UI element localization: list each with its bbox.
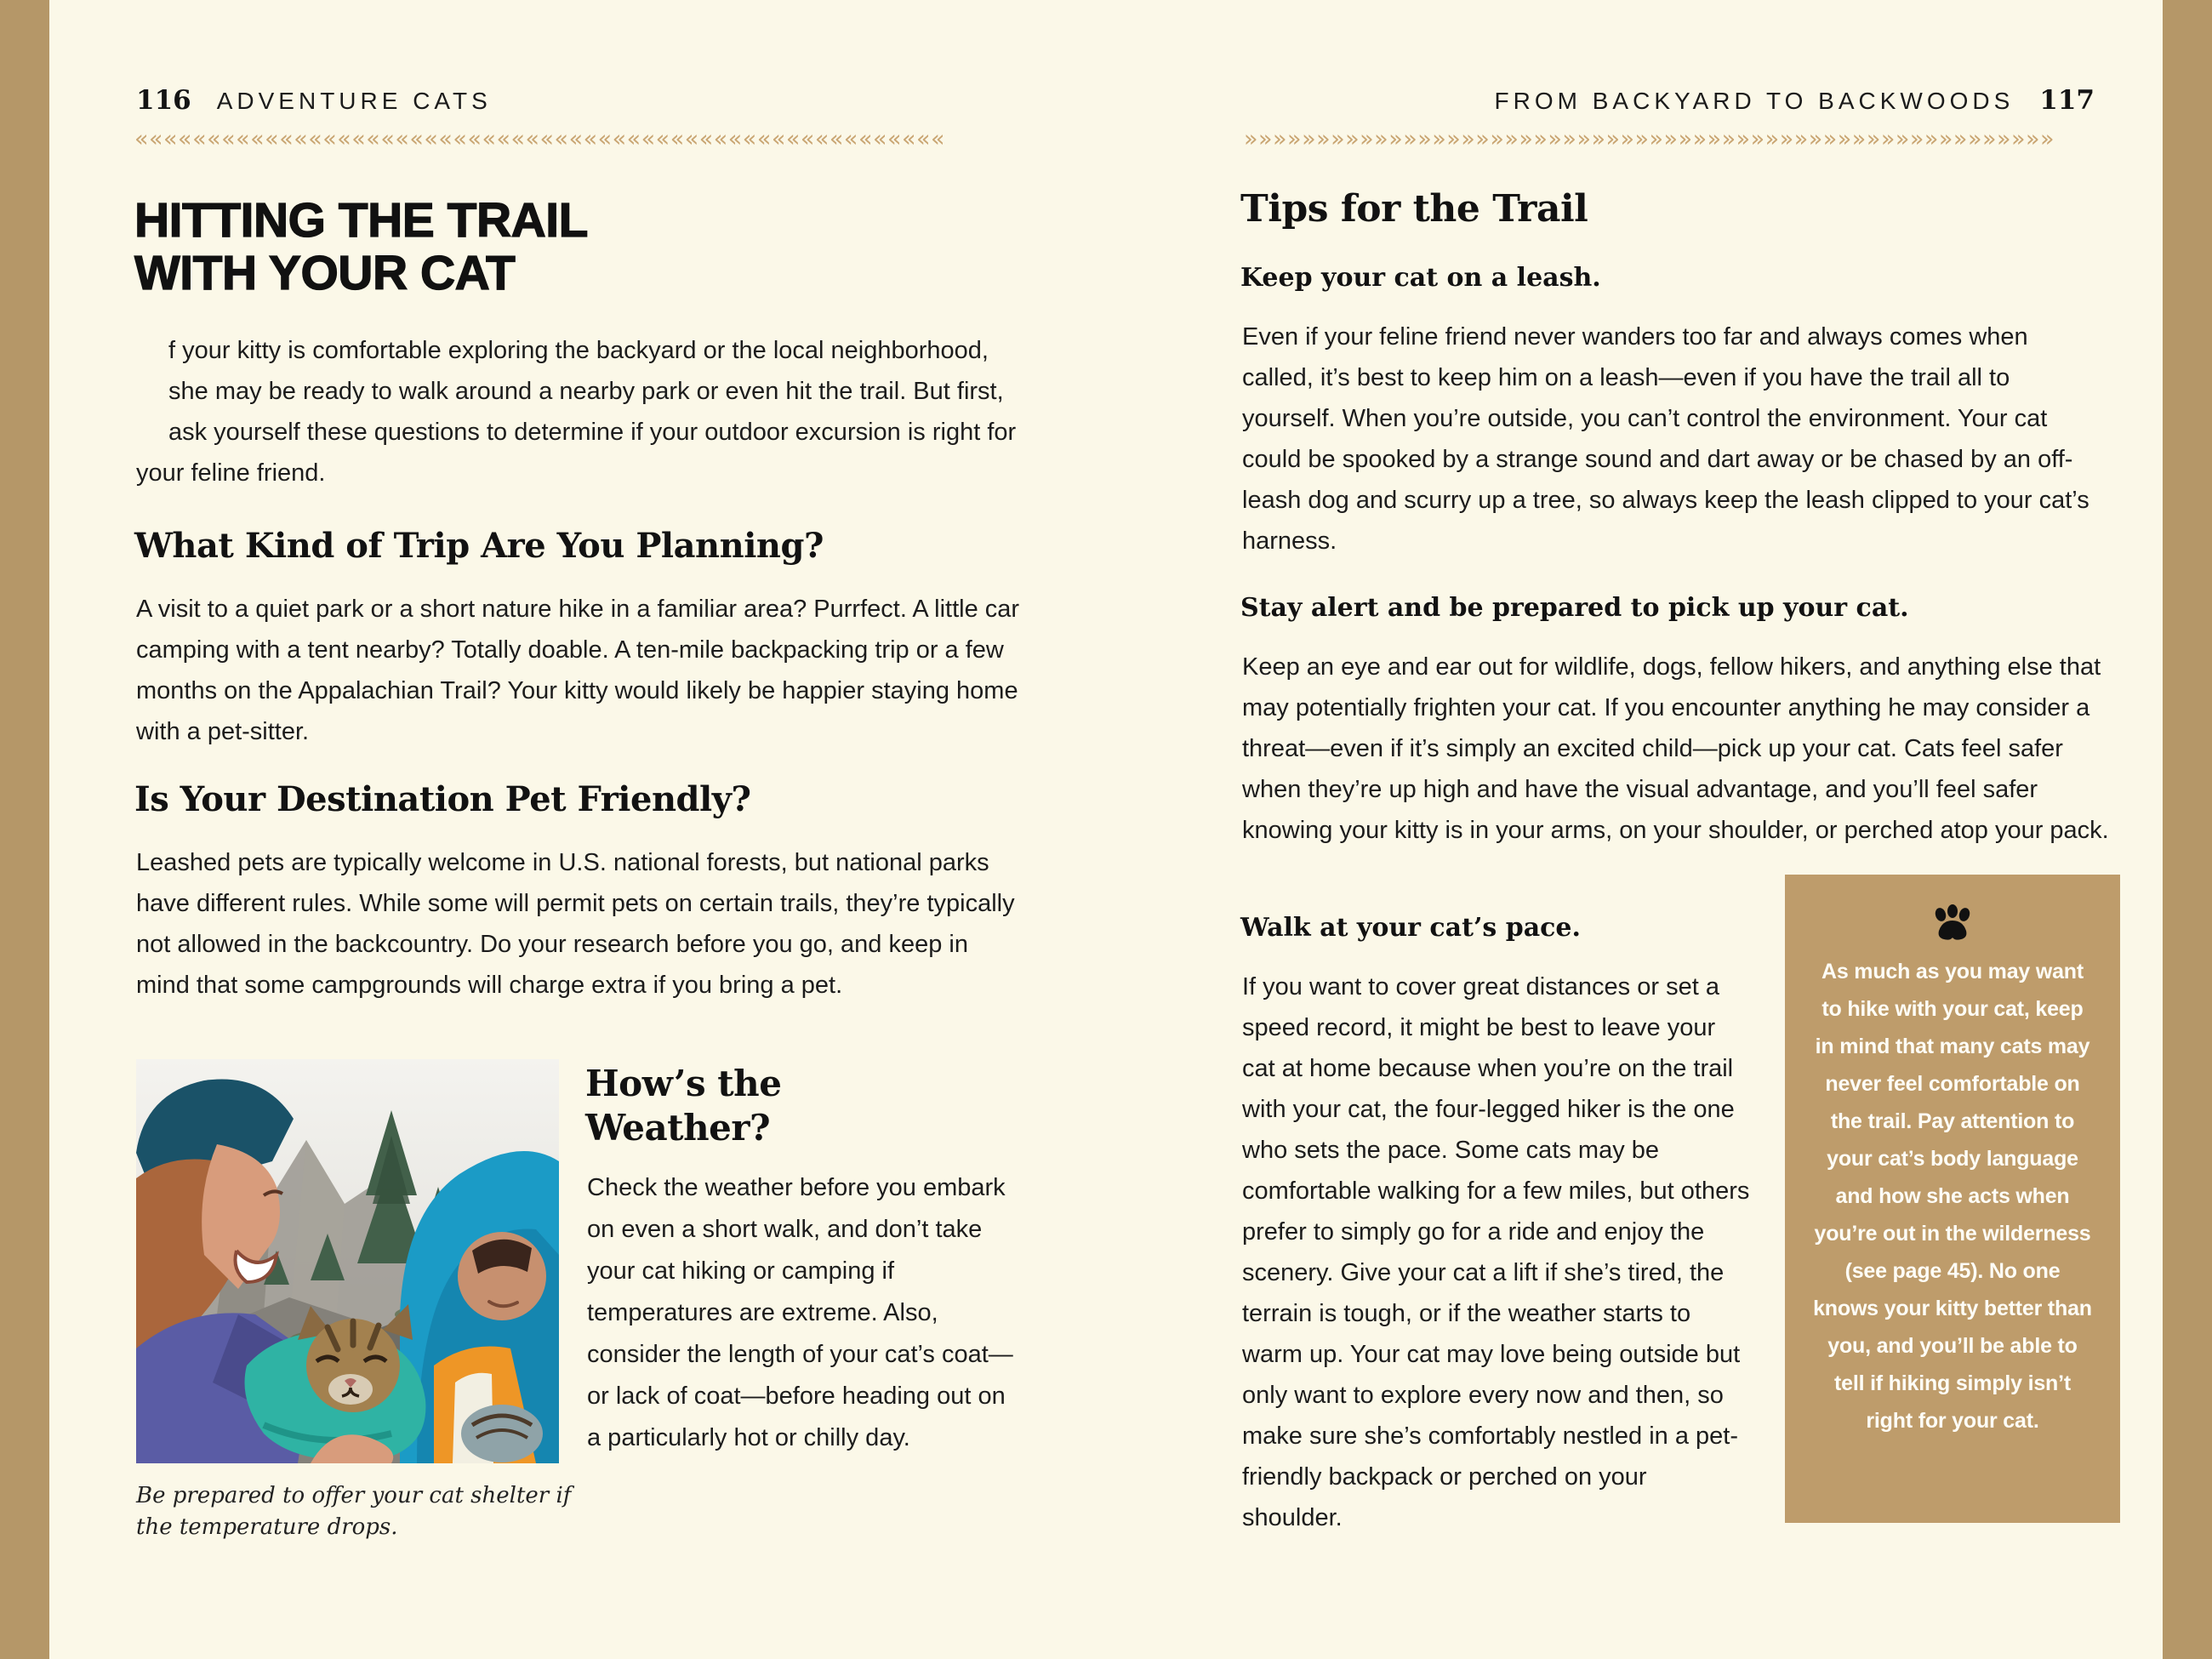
tip-subhead-leash: Keep your cat on a leash. — [1240, 263, 1601, 293]
section-text-trip: A visit to a quiet park or a short nature hike in a familiar area? Purrfect. A little car camping with a tent nearby? Totally doable. A ten-mile backpacking trip or a few months on the Appalachian Trail? Your kitty would likely be happier staying home with a pet-sitter. — [136, 596, 1020, 745]
intro-text: f your kitty is comfortable exploring the backyard or the local neighborhood, she may be ready to walk around a nearby park or even hit the trail. But first, ask yourself these questions to determine if your outdoor excursion is right for your feline friend. — [136, 337, 1017, 487]
trail-photo-illustration — [136, 1059, 559, 1463]
book-edge-left — [0, 0, 49, 1659]
book-edge-right — [2163, 0, 2212, 1659]
chapter-title — [134, 194, 588, 299]
tips-heading: Tips for the Trail — [1240, 187, 1588, 231]
trail-photo — [136, 1059, 559, 1463]
section-text-destination: Leashed pets are typically welcome in U.S. national forests, but national parks have different rules. While some will permit pets on certain trails, they’re typically not allowed in the backcountry. Do your research before you go, and keep in mind that some campgrounds will charge extra if you bring a pet. — [136, 849, 1015, 999]
right-running-head-title: FROM BACKYARD TO BACKWOODS — [1494, 88, 2015, 114]
sidebar-text: As much as you may want to hike with your cat, keep in mind that many cats may never feel comfortable on the trail. Pay attention to your cat’s body language and how she acts when you’re out in the wilderness (see page 45). No one knows your kitty better than you, and you’ll be able to tell if hiking simply isn’t right for your cat. — [1813, 960, 2092, 1433]
right-page-number: 117 — [2039, 85, 2095, 116]
intro-paragraph — [136, 330, 1021, 493]
left-running-head-title: ADVENTURE CATS — [216, 88, 492, 114]
left-page-number: 116 — [136, 85, 191, 116]
tip-text-leash: Even if your feline friend never wanders too far and always comes when called, it’s best to keep him on a leash—even if you have the trail all to yourself. When you’re outside, you can’t control the environment. Your cat could be spooked by a strange sound and dart away or be chased by an off-leash dog and scurry up a tree, so always keep the leash clipped to your cat’s harness. — [1242, 323, 2089, 555]
chapter-title-line1: HITTING THE TRAIL — [134, 193, 588, 248]
photo-caption: Be prepared to offer your cat shelter if the temperature drops. — [136, 1483, 572, 1540]
tip-subhead-pace: Walk at your cat’s pace. — [1240, 913, 1581, 943]
left-running-header — [136, 85, 492, 116]
left-chevron-divider: «««««««««««««««««««««««««««««««««««««««««««««««««««««««« — [134, 128, 946, 151]
tip-subhead-alert: Stay alert and be prepared to pick up your cat. — [1240, 593, 1909, 623]
chapter-title-line2: WITH YOUR CAT — [134, 246, 516, 300]
section-text-weather: Check the weather before you embark on even a short walk, and don’t take your cat hiking or camping if temperatures are extreme. Also, consider the length of your cat’s coat—or lack of coat—before heading out on a particularly hot or chilly day. — [587, 1174, 1013, 1451]
right-running-header — [1242, 85, 2095, 116]
section-heading-destination: Is Your Destination Pet Friendly? — [134, 779, 751, 819]
section-heading-weather: How’s the Weather? — [585, 1063, 782, 1149]
section-heading-trip: What Kind of Trip Are You Planning? — [134, 526, 824, 566]
paw-icon — [1930, 904, 1975, 944]
sidebar-callout — [1785, 875, 2120, 1523]
tip-text-alert: Keep an eye and ear out for wildlife, dogs, fellow hikers, and anything else that may potentially frighten your cat. If you encounter anything he may consider a threat—even if it’s simply an excited child—pick up your cat. Cats feel safer when they’re up high and have the visual advantage, and you’ll feel safer knowing your kitty is in your arms, on your shoulder, or perched atop your pack. — [1242, 653, 2109, 844]
tip-text-pace: If you want to cover great distances or set a speed record, it might be best to leave your cat at home because when you’re on the trail with your cat, the four-legged hiker is the one who sets the pace. Some cats may be comfortable walking for a few miles, but others prefer to simply go for a ride and enjoy the scenery. Give your cat a lift if she’s tired, the terrain is tough, or if the weather starts to warm up. Your cat may love being outside but only want to explore every now and then, so make sure she’s comfortably nestled in a pet-friendly backpack or perched on your shoulder. — [1242, 973, 1750, 1531]
right-chevron-divider: »»»»»»»»»»»»»»»»»»»»»»»»»»»»»»»»»»»»»»»»»»»»»»»»»»»»»»»» — [1244, 128, 2055, 151]
drop-cap-i — [136, 330, 168, 413]
